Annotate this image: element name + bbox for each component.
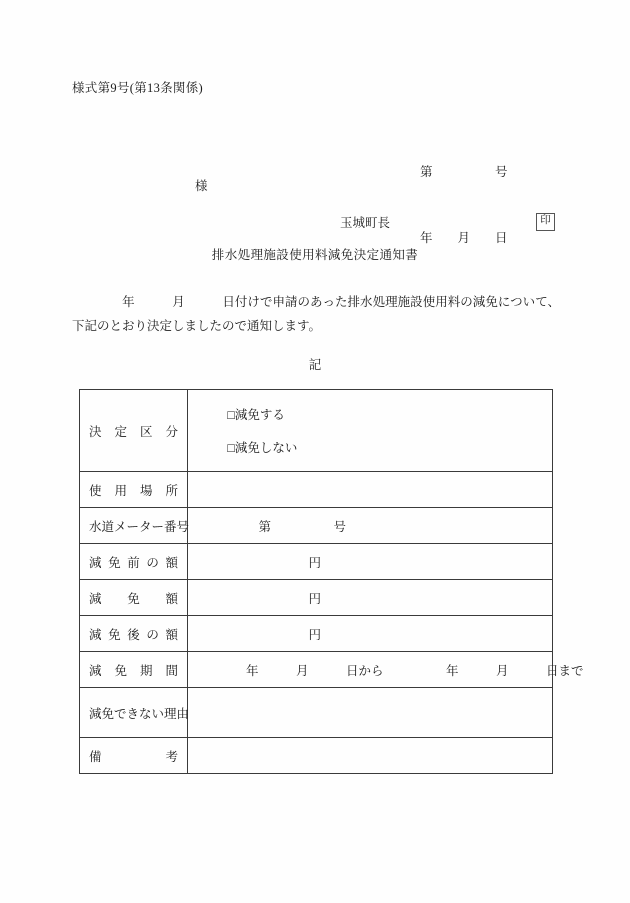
decision-detail-table bbox=[79, 389, 584, 774]
row-label-remarks: 備考 bbox=[80, 738, 188, 774]
row-value-amount-after[interactable]: 円 bbox=[188, 616, 553, 652]
row-label-reduction-period: 減免期間 bbox=[80, 652, 188, 688]
form-number: 様式第9号(第13条関係) bbox=[72, 81, 203, 95]
issuer-name: 玉城町長 bbox=[340, 216, 391, 230]
table-row bbox=[80, 738, 553, 774]
row-label-reduction-amount: 減免額 bbox=[80, 580, 188, 616]
row-value-reduction-amount[interactable]: 円 bbox=[188, 580, 553, 616]
table-row bbox=[80, 472, 553, 508]
row-value-decision-type bbox=[188, 390, 553, 472]
row-value-reduction-period[interactable]: 年 月 日から 年 月 日まで bbox=[188, 652, 553, 688]
table-row bbox=[80, 544, 553, 580]
checkbox-box-deny: □ bbox=[227, 441, 235, 455]
document-meta-block bbox=[420, 117, 508, 293]
ki-marker: 記 bbox=[308, 358, 322, 372]
table-row bbox=[80, 688, 553, 738]
issuer-line bbox=[340, 213, 555, 231]
row-label-decision-type: 決定区分 bbox=[80, 390, 188, 472]
row-label-amount-before: 減免前の額 bbox=[80, 544, 188, 580]
table-row bbox=[80, 390, 553, 472]
row-value-usage-location[interactable] bbox=[188, 472, 553, 508]
checkbox-box-grant: □ bbox=[227, 408, 235, 422]
row-label-amount-after: 減免後の額 bbox=[80, 616, 188, 652]
checkbox-deny-reduction[interactable] bbox=[227, 441, 297, 455]
checkbox-grant-reduction[interactable] bbox=[227, 408, 285, 422]
table-row bbox=[80, 652, 553, 688]
table-row bbox=[80, 580, 553, 616]
row-value-amount-before[interactable]: 円 bbox=[188, 544, 553, 580]
row-label-water-meter-number: 水道メーター番号 bbox=[80, 508, 188, 544]
document-date-line: 年 月 日 bbox=[420, 231, 508, 245]
table-row bbox=[80, 508, 553, 544]
addressee-line: 様 bbox=[195, 179, 208, 193]
document-number-line: 第 号 bbox=[420, 165, 508, 179]
row-value-denial-reason[interactable] bbox=[188, 688, 553, 738]
checkbox-label-grant: 減免する bbox=[234, 408, 285, 422]
row-value-remarks[interactable] bbox=[188, 738, 553, 774]
row-value-water-meter-number[interactable]: 第 号 bbox=[188, 508, 553, 544]
seal-stamp-box: 印 bbox=[536, 213, 555, 231]
table-row bbox=[80, 616, 553, 652]
checkbox-label-deny: 減免しない bbox=[234, 441, 298, 455]
document-title: 排水処理施設使用料減免決定通知書 bbox=[211, 248, 419, 262]
document-body-text: 年 月 日付けで申請のあった排水処理施設使用料の減免について、下記のとおり決定しましたので通知します。 bbox=[72, 295, 560, 333]
row-label-usage-location: 使用場所 bbox=[80, 472, 188, 508]
row-label-denial-reason: 減免できない理由 bbox=[80, 688, 188, 738]
